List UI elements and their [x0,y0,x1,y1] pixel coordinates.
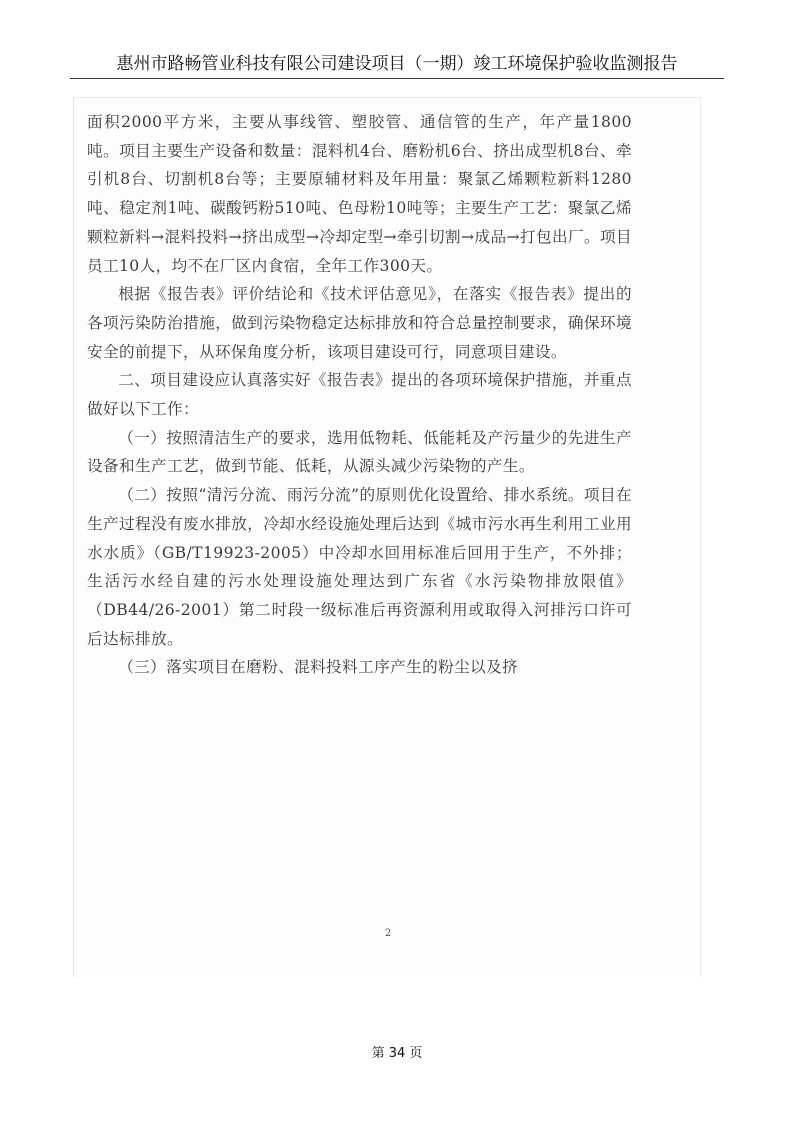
page-footer [0,1042,794,1061]
paragraph-assessment-conclusion: 根据《报告表》评价结论和《技术评估意见》，在落实《报告表》提出的各项污染防治措施，做到污染物稳定达标排放和符合总量控制要求，确保环境安全的前提下，从环保角度分析，该项目建设可行，同意项目建设。 [87,285,632,361]
paragraph-item-three: （三）落实项目在磨粉、混料投料工序产生的粉尘以及挤 [118,658,519,677]
scanned-document-text [87,108,632,682]
report-header [70,52,724,79]
paragraph-section-two: 二、项目建设应认真落实好《报告表》提出的各项环境保护措施，并重点做好以下工作： [87,371,632,419]
report-title: 惠州市路畅管业科技有限公司建设项目（一期）竣工环境保护验收监测报告 [116,54,678,74]
paragraph-item-one: （一）按照清洁生产的要求，选用低物耗、低能耗及产污量少的先进生产设备和生产工艺，做到节能、低耗，从源头减少污染物的产生。 [87,428,632,476]
paragraph-item-two: （二）按照“清污分流、雨污分流”的原则优化设置给、排水系统。项目在生产过程没有废水排放，冷却水经设施处理后达到《城市污水再生利用工业用水水质》（GB/T19923-2005）中冷却水回用标准后回用于生产，不外排；生活污水经自建的污水处理设施处理达到广东省《水污染物排放限值》（DB44/26-2001）第二时段一级标准后再资源利用或取得入河排污口许可后达标排放。 [87,486,632,648]
footer-page-label: 第 34 页 [371,1046,423,1061]
paragraph-project-overview: 面积2000平方米，主要从事线管、塑胶管、通信管的生产，年产量1800吨。项目主要生产设备和数量：混料机4台、磨粉机6台、挤出成型机8台、牵引机8台、切割机8台等；主要原辅材料及年用量：聚氯乙烯颗粒新料1280吨、稳定剂1吨、碳酸钙粉510吨、色母粉10吨等；主要生产工艺：聚氯乙烯颗粒新料→混料投料→挤出成型→冷却定型→牵引切割→成品→打包出厂。项目员工10人，均不在厂区内食宿，全年工作300天。 [87,113,632,275]
scan-page-number: 2 [384,928,392,939]
